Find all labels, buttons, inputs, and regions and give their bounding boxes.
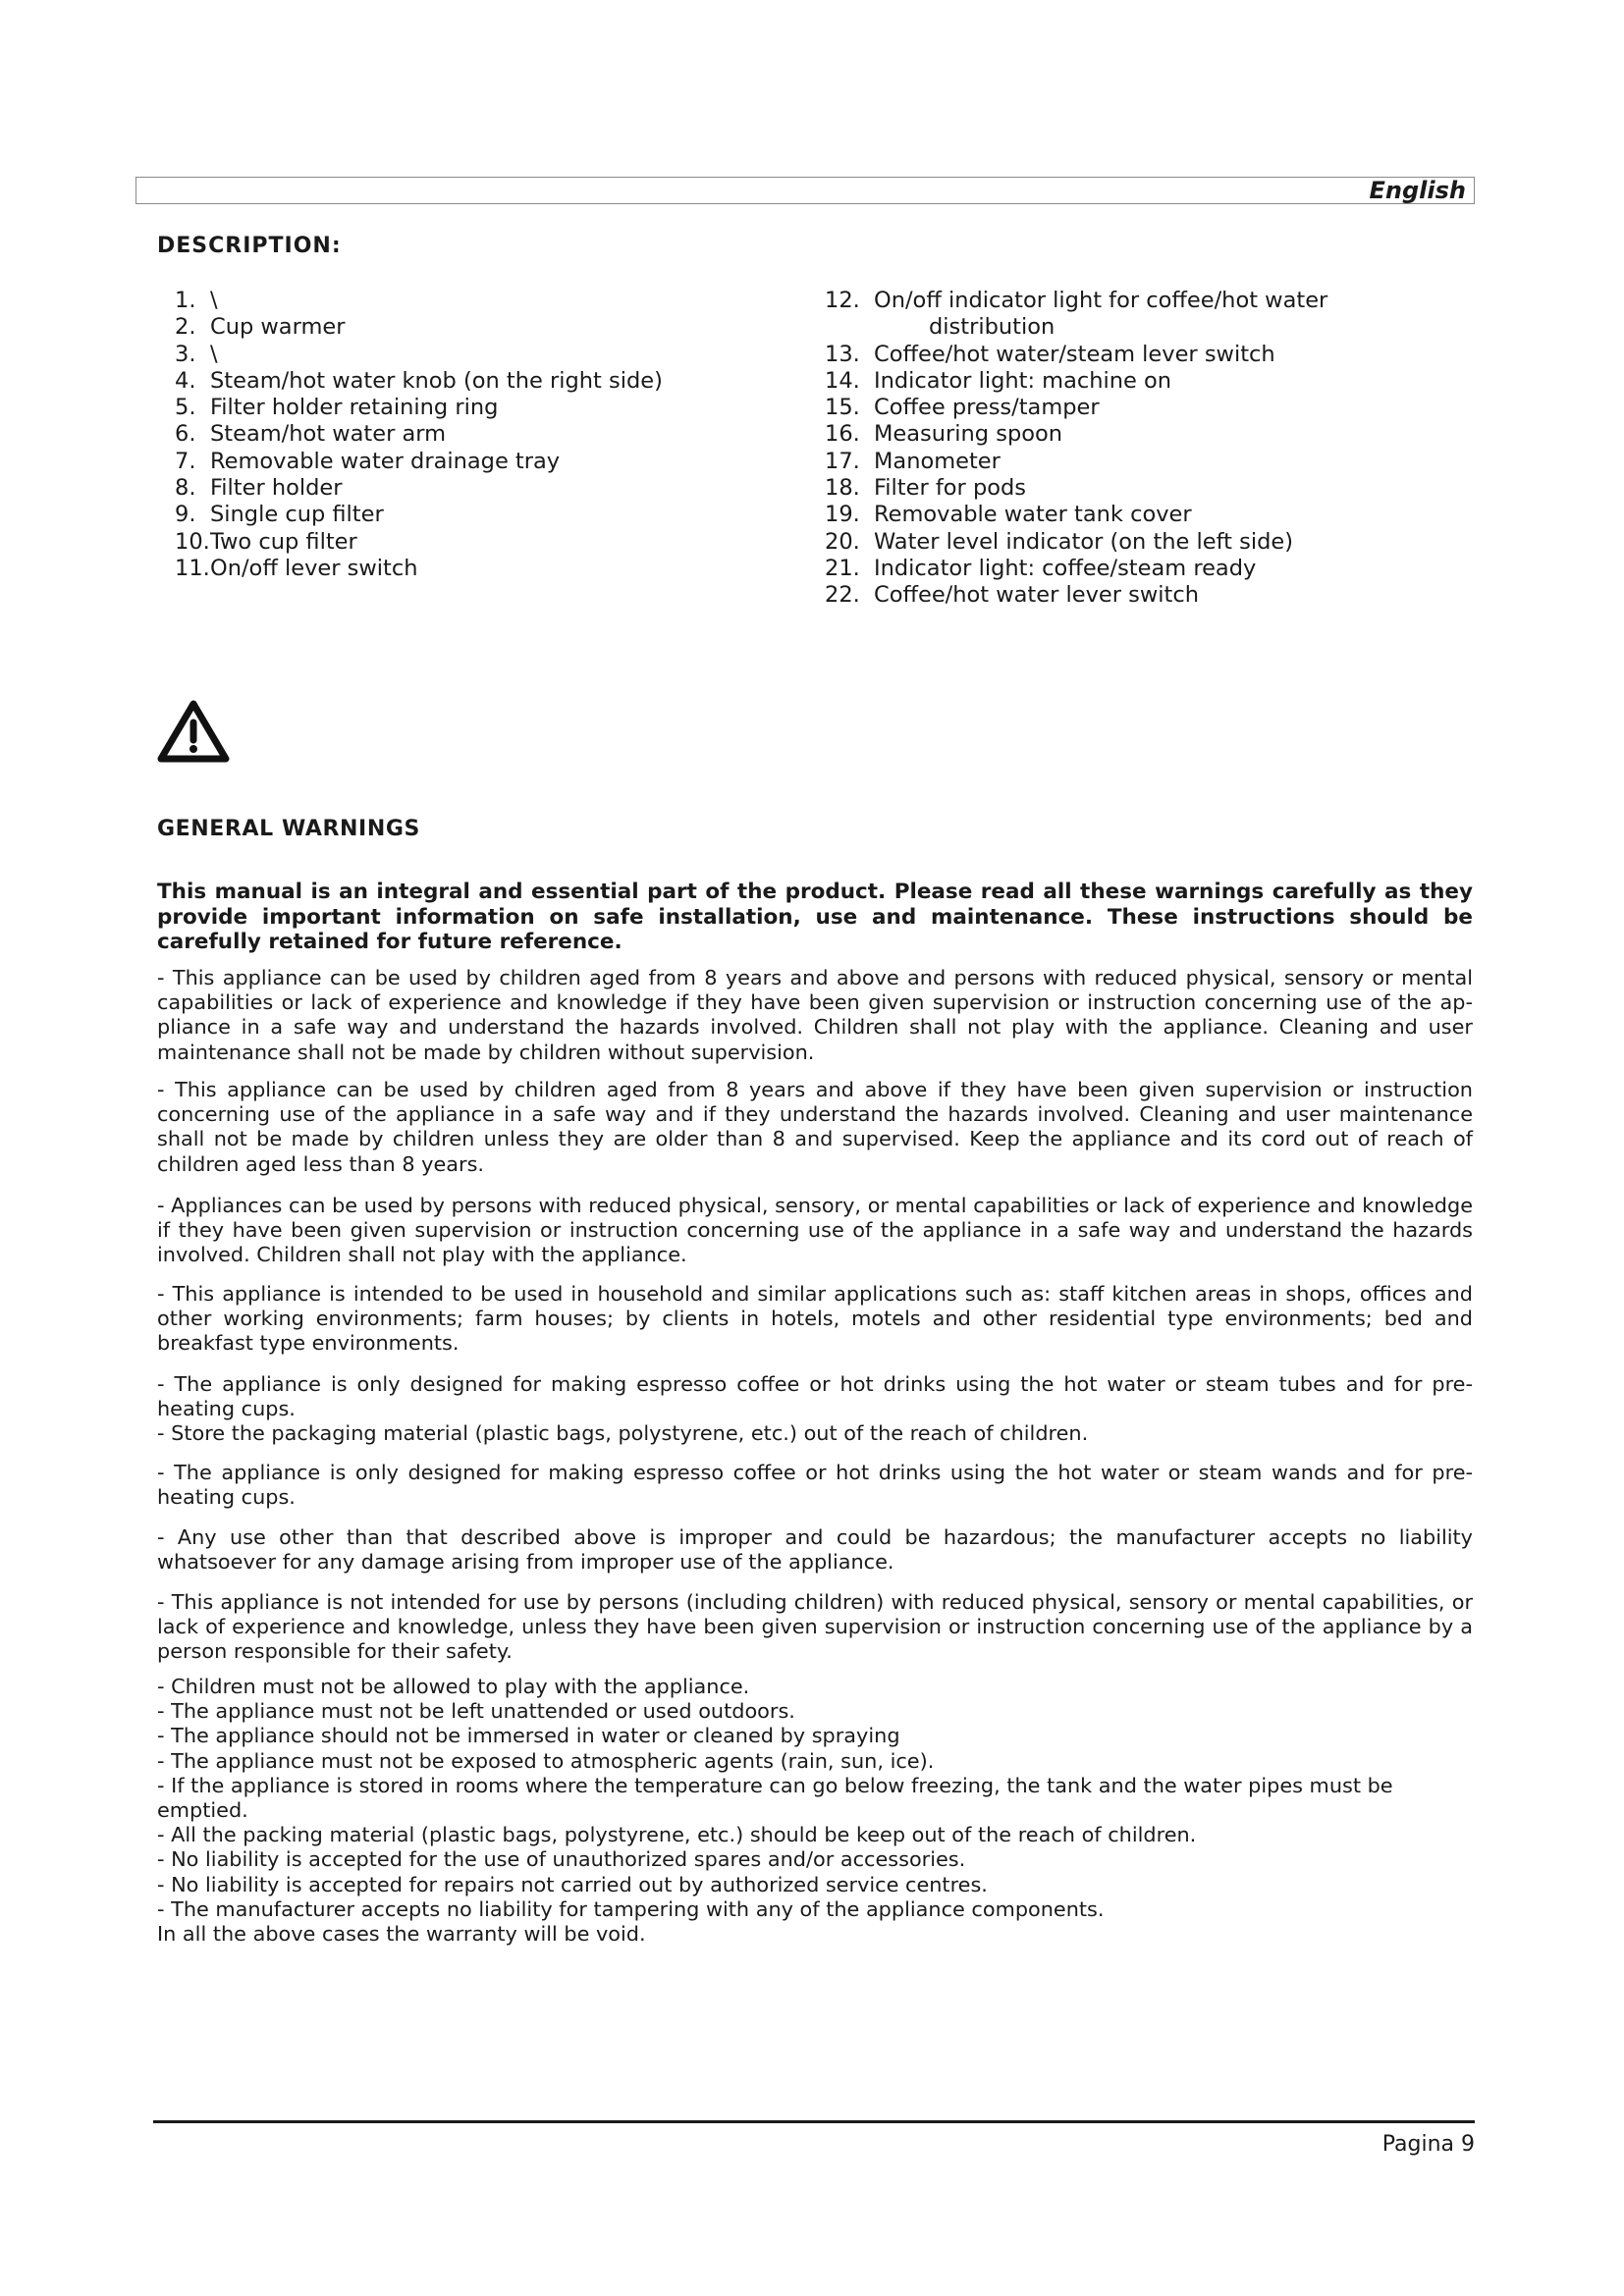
warning-line: - The appliance must not be exposed to atmospheric agents (rain, sun, ice). xyxy=(157,1748,935,1773)
list-item: 1. \ xyxy=(175,288,218,313)
warning-paragraph: - Store the packaging material (plastic bags, polystyrene, etc.) out of the reach of children. xyxy=(157,1421,1089,1445)
warning-line: - All the packing material (plastic bags, polystyrene, etc.) should be keep out of the reach of children. xyxy=(157,1823,1197,1847)
warning-line: - The appliance should not be immersed in water or cleaned by spraying xyxy=(157,1724,900,1748)
warning-paragraph: - Appliances can be used by persons with reduced physical, sensory, or mental capabilities or lack of experience and knowledge if they have been given supervision or instruction concerning use of the appliance in a safe way and understand the hazards involved. Children shall not play with the appliance. xyxy=(157,1194,1473,1267)
warning-paragraph: - Any use other than that described above is improper and could be hazardous; the manufacturer accepts no liability whatsoever for any damage arising from improper use of the appliance. xyxy=(157,1525,1473,1575)
list-item: 16. Measuring spoon xyxy=(825,421,1063,448)
warnings-intro: This manual is an integral and essential part of the product. Please read all these warnings carefully as they provide important information on safe installation, use and maintenance. These instructions should be carefully retained for future reference. xyxy=(157,880,1473,954)
description-list-right xyxy=(825,288,1384,610)
warning-paragraph: - The appliance is only designed for making espresso coffee or hot drinks using the hot water or steam wands and for pre-heating cups. xyxy=(157,1461,1473,1510)
warning-paragraph: - This appliance can be used by children aged from 8 years and above if they have been given supervision or instruction concerning use of the appliance in a safe way and if they understand the hazards involved. Cleaning and user maintenance shall not be made by children unless they are older than 8 and supervised. Keep the appliance and its cord out of reach of children aged less than 8 years. xyxy=(157,1078,1473,1176)
warning-paragraph: - The appliance is only designed for making espresso coffee or hot drinks using the hot water or steam tubes and for pre-heating cups. xyxy=(157,1372,1473,1421)
list-item: 19. Removable water tank cover xyxy=(825,502,1192,528)
list-item: 14. Indicator light: machine on xyxy=(825,367,1172,394)
warning-paragraph: - This appliance is intended to be used in household and similar applications such as: staff kitchen areas in shops, offices and other working environments; farm houses; by clients in hotels, motels and other residential type environments; bed and breakfast type environments. xyxy=(157,1282,1473,1356)
warranty-void-line: In all the above cases the warranty will be void. xyxy=(157,1922,646,1947)
list-item: 15. Coffee press/tamper xyxy=(825,395,1100,421)
list-item: 5. Filter holder retaining ring xyxy=(175,395,499,421)
list-item: 11. On/off lever switch xyxy=(175,555,418,581)
warning-triangle-icon xyxy=(157,699,230,764)
list-item-line1: On/off indicator light for coffee/hot water xyxy=(874,288,1328,313)
description-title: DESCRIPTION: xyxy=(157,234,342,258)
warning-line: - If the appliance is stored in rooms where the temperature can go below freezing, the tank and the water pipes must be emptied. xyxy=(157,1773,1393,1823)
list-item: 9. Single cup filter xyxy=(175,502,384,528)
list-item: 17. Manometer xyxy=(825,448,1001,474)
warning-short-list xyxy=(157,1675,1473,1947)
warning-line: - The appliance must not be left unattended or used outdoors. xyxy=(157,1699,795,1724)
language-header-bar xyxy=(135,177,1475,204)
list-item: 10. Two cup filter xyxy=(175,528,357,555)
list-item: 13. Coffee/hot water/steam lever switch xyxy=(825,341,1275,367)
language-label: English xyxy=(1369,177,1466,204)
footer-rule xyxy=(153,2120,1475,2123)
description-list-left xyxy=(175,288,725,582)
page-number: Pagina 9 xyxy=(1381,2132,1475,2157)
list-item: 8. Filter holder xyxy=(175,475,343,502)
list-item: 3. \ xyxy=(175,341,218,367)
warning-line: - No liability is accepted for repairs not carried out by authorized service centres. xyxy=(157,1872,988,1896)
list-item: 21. Indicator light: coffee/steam ready xyxy=(825,555,1257,581)
list-item: 22. Coffee/hot water lever switch xyxy=(825,582,1199,609)
warning-paragraph: - This appliance is not intended for use by persons (including children) with reduced physical, sensory or mental capabilities, or lack of experience and knowledge, unless they have been given supervision or instruction concerning use of the appliance by a person responsible for their safety. xyxy=(157,1590,1473,1664)
list-item-line2: distribution xyxy=(929,314,1056,341)
warning-line: - Children must not be allowed to play with the appliance. xyxy=(157,1675,750,1698)
list-item: 2. Cup warmer xyxy=(175,314,346,341)
general-warnings-title: GENERAL WARNINGS xyxy=(157,817,420,841)
list-item: 12. On/off indicator light for coffee/hot water distribution xyxy=(825,288,1384,342)
warning-line: - No liability is accepted for the use of unauthorized spares and/or accessories. xyxy=(157,1847,966,1872)
list-item: 18. Filter for pods xyxy=(825,475,1027,502)
list-item: 4. Steam/hot water knob (on the right side) xyxy=(175,367,663,394)
warning-line: - The manufacturer accepts no liability for tampering with any of the appliance components. xyxy=(157,1896,1105,1921)
list-item: 7. Removable water drainage tray xyxy=(175,448,561,474)
list-item: 6. Steam/hot water arm xyxy=(175,421,447,448)
list-item: 20. Water level indicator (on the left side) xyxy=(825,528,1294,555)
warning-paragraph: - This appliance can be used by children aged from 8 years and above and persons with reduced physical, sensory or mental capabilities or lack of experience and knowledge if they have been given supervision or instruction concerning use of the ap-pliance in a safe way and understand the hazards involved. Children shall not play with the appliance. Cleaning and user maintenance shall not be made by children without supervision. xyxy=(157,966,1473,1064)
